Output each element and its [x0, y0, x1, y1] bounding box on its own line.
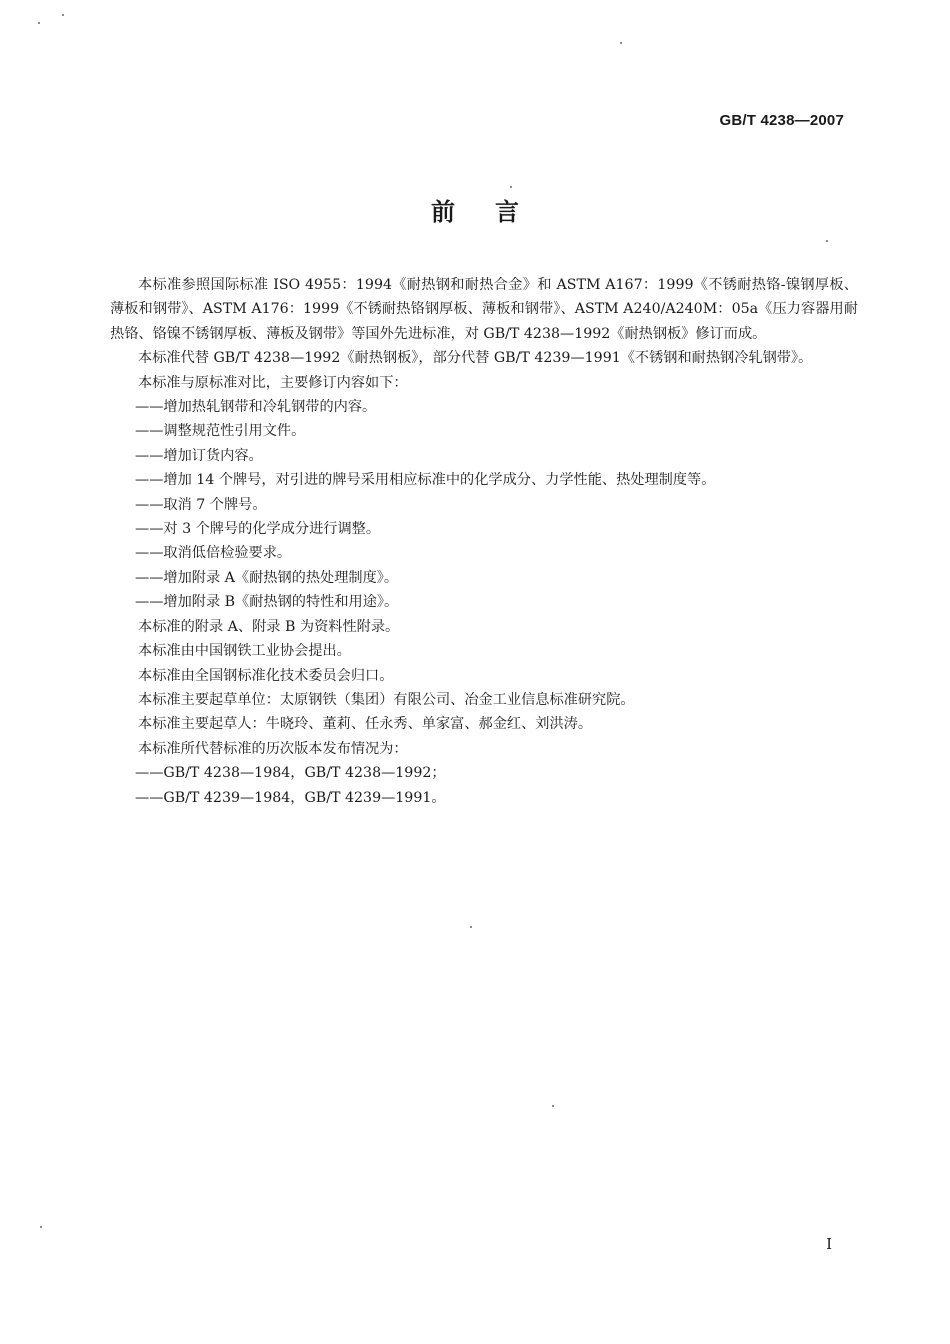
standard-number: GB/T 4238—2007 — [719, 112, 844, 129]
page-number: I — [826, 1235, 832, 1253]
page-title: 前言 — [431, 198, 559, 226]
scan-speck — [38, 22, 40, 24]
scan-speck — [552, 1105, 554, 1107]
history-item: ——GB/T 4238—1984，GB/T 4238—1992； — [135, 765, 446, 782]
intro-paragraph: 本标准参照国际标准 ISO 4955：1994《耐热钢和耐热合金》和 ASTM A167：1999《不锈耐热铬-镍钢厚板、薄板和钢带》、ASTM A176：1999《不锈耐热铬钢厚板、薄板和钢带》、ASTM A240/A240M：05a《压力容器用耐热铬、铬镍不锈钢厚板、薄板及钢带》等国外先进标准，对 GB/T 4238—1992《耐热钢板》修订而成。 — [110, 277, 858, 342]
revision-item: ——对 3 个牌号的化学成分进行调整。 — [135, 521, 381, 538]
history-item: ——GB/T 4239—1984，GB/T 4239—1991。 — [135, 789, 446, 806]
scan-speck — [826, 240, 828, 242]
scan-speck — [62, 14, 64, 16]
revision-item: ——增加附录 A《耐热钢的热处理制度》。 — [135, 569, 399, 586]
replacement-paragraph: 本标准代替 GB/T 4238—1992《耐热钢板》，部分代替 GB/T 4239—1991《不锈钢和耐热钢冷轧钢带》。 — [138, 350, 813, 367]
revision-item: ——调整规范性引用文件。 — [135, 423, 306, 440]
revision-item: ——增加 14 个牌号，对引进的牌号采用相应标准中的化学成分、力学性能、热处理制度等。 — [135, 472, 716, 489]
revision-item: ——取消低倍检验要求。 — [135, 545, 292, 562]
revision-intro: 本标准与原标准对比，主要修订内容如下： — [138, 374, 408, 391]
scan-speck — [620, 42, 622, 44]
drafters: 本标准主要起草人：牛晓玲、董莉、任永秀、单家富、郝金红、刘洪涛。 — [138, 716, 593, 733]
revision-item: ——增加热轧钢带和冷轧钢带的内容。 — [135, 399, 377, 416]
committee-note: 本标准由全国钢标准化技术委员会归口。 — [138, 667, 394, 684]
drafting-units: 本标准主要起草单位：太原钢铁（集团）有限公司、冶金工业信息标准研究院。 — [138, 691, 635, 708]
revision-item: ——取消 7 个牌号。 — [135, 496, 267, 513]
revision-item: ——增加附录 B《耐热钢的特性和用途》。 — [135, 594, 399, 611]
revision-item: ——增加订货内容。 — [135, 447, 263, 464]
scan-speck — [40, 1226, 42, 1228]
proposer-note: 本标准由中国钢铁工业协会提出。 — [138, 643, 351, 660]
history-intro: 本标准所代替标准的历次版本发布情况为： — [138, 740, 408, 757]
scan-speck — [470, 926, 472, 928]
annex-note: 本标准的附录 A、附录 B 为资料性附录。 — [138, 618, 400, 635]
scan-speck — [510, 186, 512, 188]
preface-body — [110, 273, 858, 810]
